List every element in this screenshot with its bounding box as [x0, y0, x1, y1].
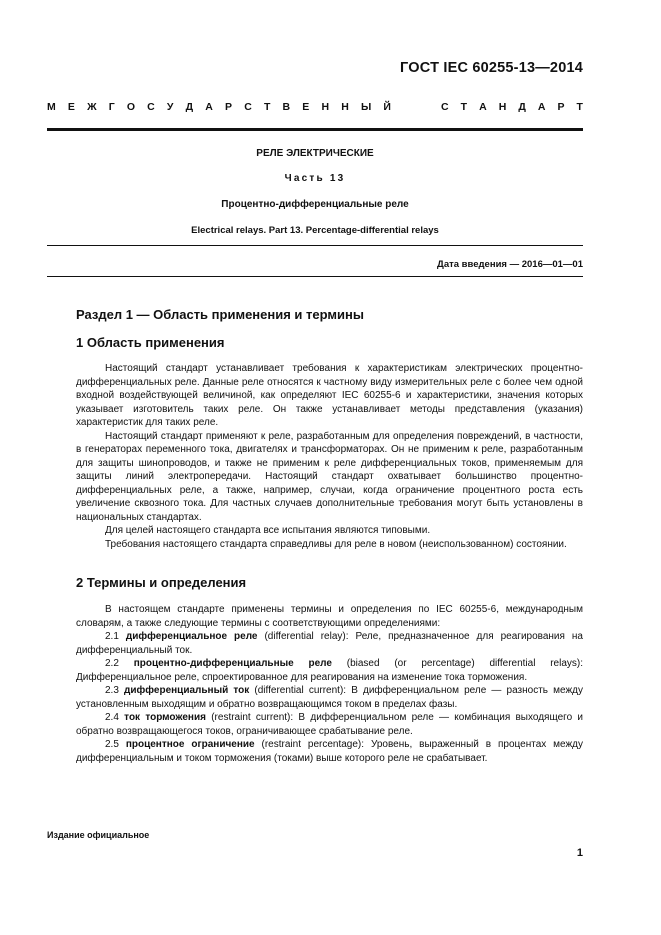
spaced-letter: Т — [263, 101, 271, 113]
spaced-letter: А — [537, 101, 546, 113]
terms-body — [76, 603, 583, 765]
spaced-letter: С — [441, 101, 449, 113]
term-item: 2.1 дифференциальное реле (differential relay): Реле, предназначенное для реагирования на дифференциальный ток. — [76, 631, 583, 656]
interstate-word — [47, 101, 391, 113]
term-item: 2.4 ток торможения (restraint current): В дифференциальном реле — комбинация выходящего и обратно возвращающегося токов, ограничивающее срабатывание реле. — [76, 712, 583, 737]
term-name: дифференциальный ток — [124, 685, 250, 696]
spaced-letter: С — [147, 101, 155, 113]
title-english: Electrical relays. Part 13. Percentage-differential relays — [191, 225, 439, 236]
spaced-letter: А — [205, 101, 213, 113]
terms-heading: 2 Термины и определения — [76, 575, 247, 590]
spaced-letter: Ы — [360, 101, 372, 113]
interstate-standard-banner — [47, 101, 583, 113]
spaced-letter: Т — [460, 101, 468, 113]
spaced-letter: Р — [225, 101, 233, 113]
standard-code: ГОСТ IEC 60255-13—2014 — [400, 60, 583, 76]
title-subtitle: Процентно-дифференциальные реле — [221, 199, 409, 210]
spaced-letter: Р — [557, 101, 565, 113]
spaced-letter: Д — [518, 101, 526, 113]
spaced-letter: Ж — [87, 101, 97, 113]
title-main: РЕЛЕ ЭЛЕКТРИЧЕСКИЕ — [256, 148, 374, 159]
spaced-letter: Й — [383, 101, 391, 113]
term-name: дифференциальное реле — [125, 631, 258, 642]
term-item: 2.5 процентное ограничение (restraint percentage): Уровень, выраженный в процентах между дифференциальным и током торможения (токами) выше которого реле не срабатывает. — [76, 739, 584, 764]
spaced-letter: Г — [108, 101, 115, 113]
spaced-letter: Е — [67, 101, 75, 113]
scope-paragraph-1: Настоящий стандарт устанавливает требования к характеристикам электрических процентно-дифференциальных реле. Данные реле относятся к частному виду измерительных реле с более чем одной входной воздействующей величиной, как определяют IEC 60255-6 и характеристики, значения которых указывает изготовитель таких реле. Он также устанавливает методы представления (указания) характеристик для таких реле. — [76, 363, 583, 428]
spaced-letter: В — [282, 101, 291, 113]
spaced-letter: У — [166, 101, 174, 113]
terms-intro: В настоящем стандарте применены термины и определения по IEC 60255-6, международным словарям, а также следующие термины с соответствующими определениями: — [76, 604, 583, 629]
term-name: процентно-дифференциальные реле — [133, 658, 332, 669]
spaced-letter: Е — [302, 101, 310, 113]
spaced-letter: Н — [498, 101, 507, 113]
section1-heading: Раздел 1 — Область применения и термины — [76, 307, 364, 322]
spaced-letter: Н — [341, 101, 349, 113]
title-rule-top — [47, 245, 583, 246]
spaced-letter: Т — [576, 101, 583, 113]
page-number: 1 — [576, 847, 583, 859]
edition-label: Издание официальное — [47, 830, 150, 840]
scope-paragraph-2: Настоящий стандарт применяют к реле, разработанным для определения повреждений, в частности, в генераторах переменного тока, двигателях и трансформаторах. Он не применим к реле, разработанным для защиты шинопроводов, и также не применим к реле дифференциальных токов, применяемым для защиты линий электропередачи. Настоящий стандарт охватывает большинство процентно-дифференциальных реле, а также, например, случаи, когда ограничение процентного роста есть увеличение сквозного тока. Для частных случаев дополнительные требования могут быть установлены в национальных стандартах. — [76, 430, 583, 523]
scope-body — [76, 362, 583, 551]
term-name: ток торможения — [124, 712, 206, 723]
header-rule-thick — [47, 128, 583, 131]
title-rule-bottom — [47, 276, 583, 277]
spaced-letter: М — [47, 101, 56, 113]
scope-paragraph-4: Требования настоящего стандарта справедливы для реле в новом (неиспользованном) состоянии. — [105, 538, 567, 550]
scope-heading: 1 Область применения — [76, 335, 225, 350]
spaced-letter: Д — [185, 101, 194, 113]
standard-word — [441, 101, 583, 113]
spaced-letter: С — [244, 101, 252, 113]
spaced-letter: А — [479, 101, 487, 113]
scope-paragraph-3: Для целей настоящего стандарта все испытания являются типовыми. — [105, 525, 431, 536]
term-name: процентное ограничение — [125, 739, 255, 750]
term-item: 2.2 процентно-дифференциальные реле (biased (or percentage) differential relays): Дифференциальное реле, спроектированное для реагирования на изменение тока торможения. — [76, 658, 583, 683]
spaced-letter: О — [126, 101, 136, 113]
title-part: Часть 13 — [284, 173, 346, 184]
intro-date: Дата введения — 2016—01—01 — [437, 259, 583, 270]
spaced-letter: Н — [321, 101, 330, 113]
term-item: 2.3 дифференциальный ток (differential current): В дифференциальном реле — разность между установленным выходящим и обратно возвращающимся током в пределах фазы. — [76, 685, 583, 710]
